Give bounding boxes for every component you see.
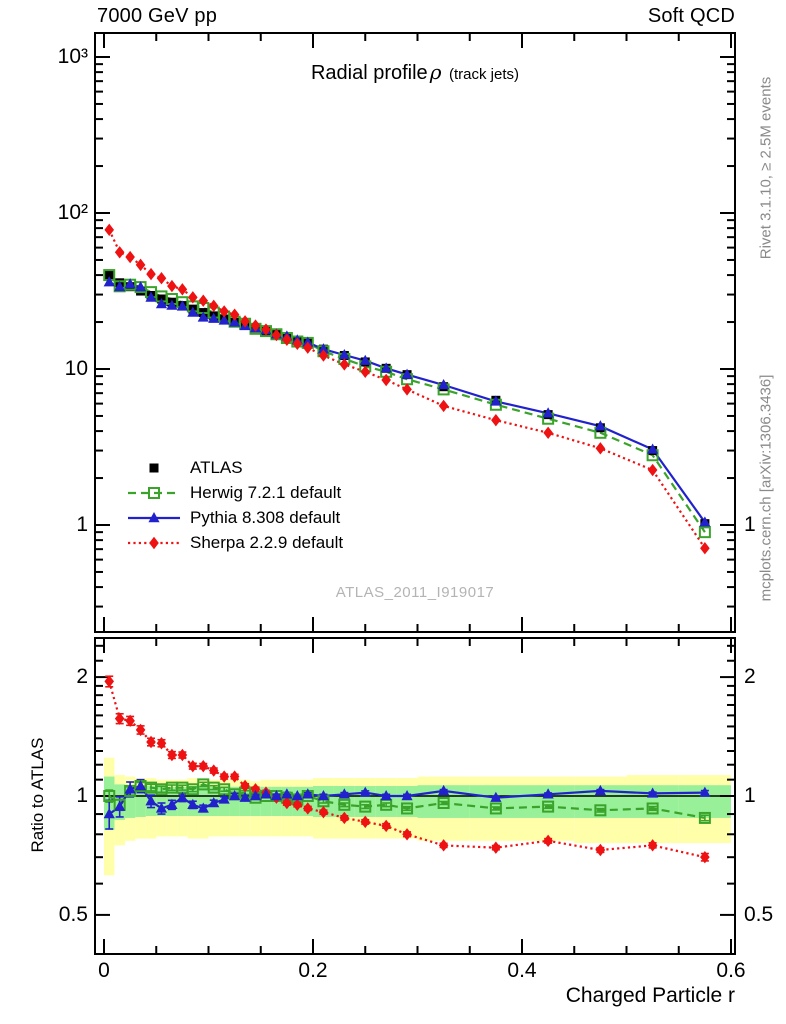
marker [491, 414, 501, 426]
main-y-tick-label: 10² [57, 201, 88, 224]
rivet-version-note: Rivet 3.1.10, ≥ 2.5M events [757, 76, 775, 260]
header-process-group: Soft QCD [647, 5, 735, 27]
main-y-tick-label: 10 [64, 357, 88, 380]
ratio-y-tick-label: 0.5 [58, 902, 88, 926]
plot-title [95, 60, 735, 85]
series-sherpa-markers [104, 224, 709, 555]
ratio-y-axis-label: Ratio to ATLAS [28, 737, 47, 853]
marker [167, 749, 177, 761]
marker [209, 764, 219, 776]
marker [150, 464, 159, 473]
ratio-y-tick-label: 2 [76, 665, 88, 689]
mcplots-arxiv-note: mcplots.cern.ch [arXiv:1306.3436] [757, 374, 775, 602]
marker [149, 537, 159, 549]
ratio-y-right-tick-label: 1 [744, 784, 756, 807]
legend-item-sherpa: Sherpa 2.2.9 default [190, 533, 344, 552]
marker [198, 760, 208, 772]
marker [157, 272, 167, 284]
marker [167, 280, 177, 292]
x-tick-label: 0.6 [716, 959, 746, 982]
ratio-y-right-tick-label: 0.5 [744, 902, 774, 926]
main-series [104, 224, 711, 555]
marker [439, 400, 449, 412]
plot-title-suffix: (track jets) [449, 66, 520, 83]
marker [340, 358, 350, 370]
marker [648, 464, 658, 476]
legend-item-herwig: Herwig 7.2.1 default [190, 483, 342, 502]
x-axis-label: Charged Particle r [565, 984, 735, 1007]
marker [178, 749, 188, 761]
main-y-right-tick-label: 1 [744, 513, 756, 536]
ratio-y-right-tick-label: 2 [744, 665, 756, 689]
marker [178, 283, 188, 295]
plot-title-symbol: ρ [429, 60, 442, 84]
ratio-y-tick-label: 1 [76, 784, 88, 807]
legend-item-atlas: ATLAS [190, 458, 243, 477]
header-beam-energy: 7000 GeV pp [97, 5, 218, 27]
uncertainty-bands [104, 758, 731, 876]
marker [596, 442, 606, 454]
marker [198, 295, 208, 307]
marker [104, 224, 114, 236]
marker [543, 427, 553, 439]
x-tick-label: 0 [98, 959, 110, 982]
marker [125, 251, 135, 263]
plot-title-text: Radial profile [310, 62, 428, 84]
marker [439, 839, 449, 851]
analysis-watermark: ATLAS_2011_I919017 [335, 584, 495, 601]
legend-item-pythia: Pythia 8.308 default [190, 508, 341, 527]
main-y-tick-label: 10³ [57, 45, 88, 68]
x-tick-label: 0.4 [507, 959, 537, 982]
legend [128, 464, 180, 550]
marker [596, 844, 606, 856]
marker [146, 268, 156, 280]
x-tick-label: 0.2 [298, 959, 328, 982]
marker [381, 374, 391, 386]
marker [491, 841, 501, 853]
main-y-tick-label: 1 [76, 513, 88, 536]
marker [115, 246, 125, 258]
